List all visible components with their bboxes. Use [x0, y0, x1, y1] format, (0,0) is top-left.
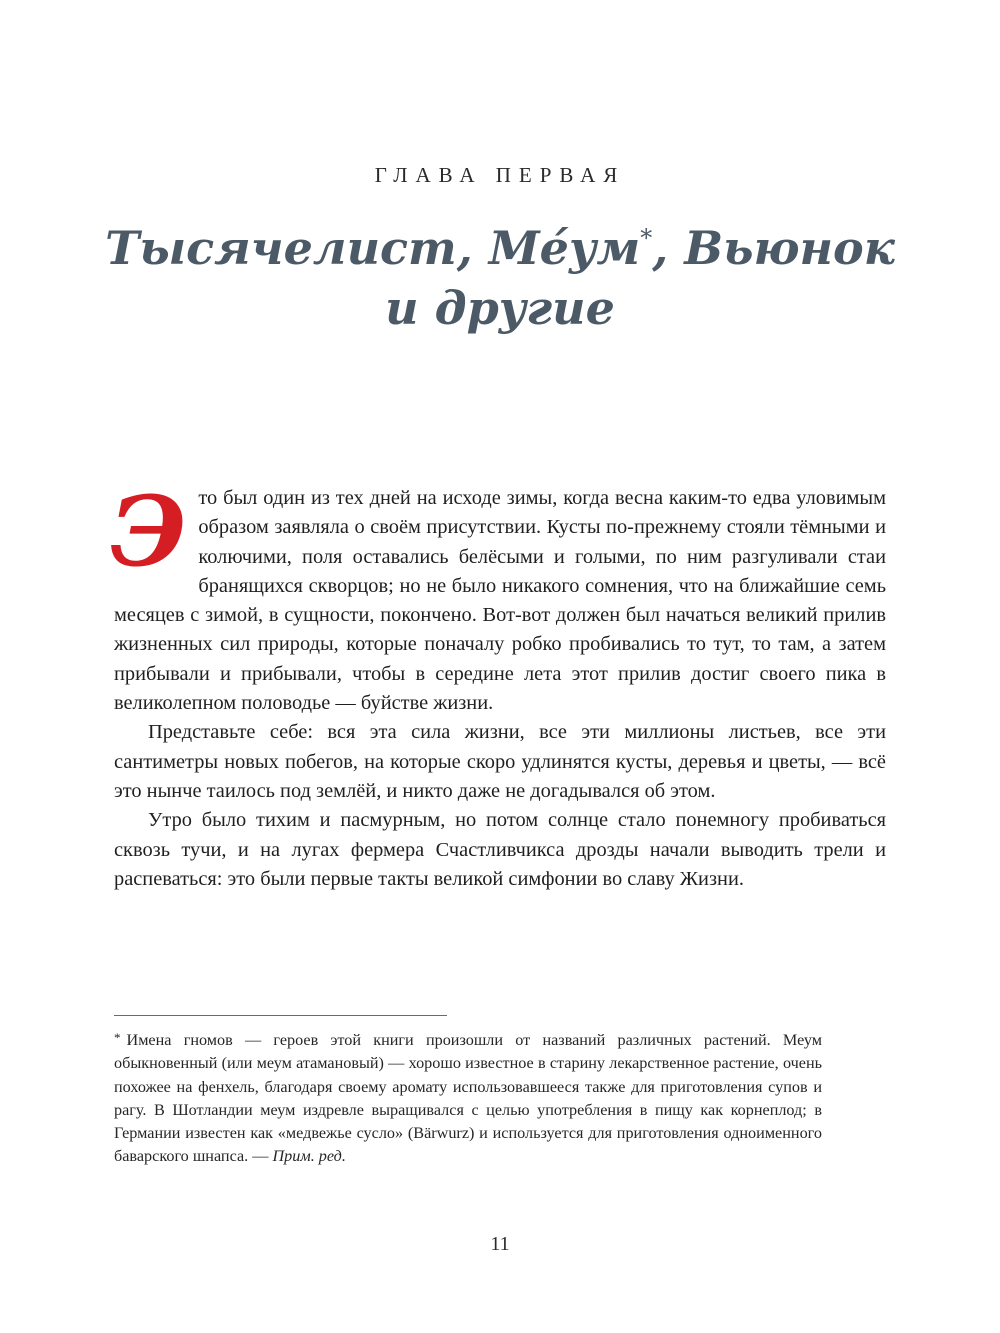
footnote-reference-mark: *	[640, 224, 653, 252]
chapter-title-line-1	[0, 208, 1000, 278]
editor-note: Прим. ред.	[272, 1147, 346, 1166]
paragraph-1	[110, 475, 886, 718]
body-text	[110, 475, 886, 894]
footnote	[114, 1026, 822, 1169]
chapter-title	[0, 208, 1000, 338]
page-number: 11	[490, 1233, 510, 1255]
chapter-label: ГЛАВА ПЕРВАЯ	[374, 163, 626, 187]
chapter-title-part-1: Тысячелист, Ме́ум	[105, 221, 641, 275]
drop-cap: Э	[110, 475, 187, 588]
chapter-title-line-2: и другие	[385, 281, 615, 335]
footnote-divider	[114, 1015, 447, 1016]
paragraph-2: Представьте себе: вся эта сила жизни, все эти миллионы листьев, все эти сантиметры новых побегов, на которые скоро удлинятся кусты, деревья и цветы, — всё это нынче таилось под землёй, и никто даже не догадывался об этом.	[114, 721, 886, 802]
paragraph-3: Утро было тихим и пасмурным, но потом солнце стало понемногу пробиваться сквозь тучи, и на лугах фермера Счастливчикса дрозды начали выводить трели и распеваться: это были первые такты великой симфонии во славу Жизни.	[114, 809, 886, 890]
footnote-text: Имена гномов — героев этой книги произошли от названий различных растений. Меум обыкновенный (или меум атамановый) — хорошо известное в старину лекарственное растение, очень похожее на фенхель, благодаря своему аромату использовавшееся также для приготовления супов и рагу. В Шотландии меум издревле выращивался с целью употребления в пищу как корнеплод; в Германии известен как «медвежье сусло» (Bärwurz) и используется для приготовления одноименного баварского шнапса. —	[114, 1031, 822, 1166]
paragraph-1-text: то был один из тех дней на исходе зимы, когда весна каким-то едва уловимым образом заявляла о своём присутствии. Кусты по-прежнему стояли тёмными и колючими, поля оставались белёсыми и голыми, по ним разгуливали стаи бранящихся скворцов; но не было никакого сомнения, что на ближайшие семь месяцев с зимой, в сущности, покончено. Вот-вот должен был начаться великий прилив жизненных сил природы, которые поначалу робко пробивались то тут, то там, а затем прибывали и прибывали, чтобы в середине лета этот прилив достиг своего пика в великолепном половодье — буйстве жизни.	[114, 487, 886, 715]
footnote-mark: *	[114, 1030, 121, 1045]
chapter-title-part-2: , Вьюнок	[652, 221, 895, 275]
